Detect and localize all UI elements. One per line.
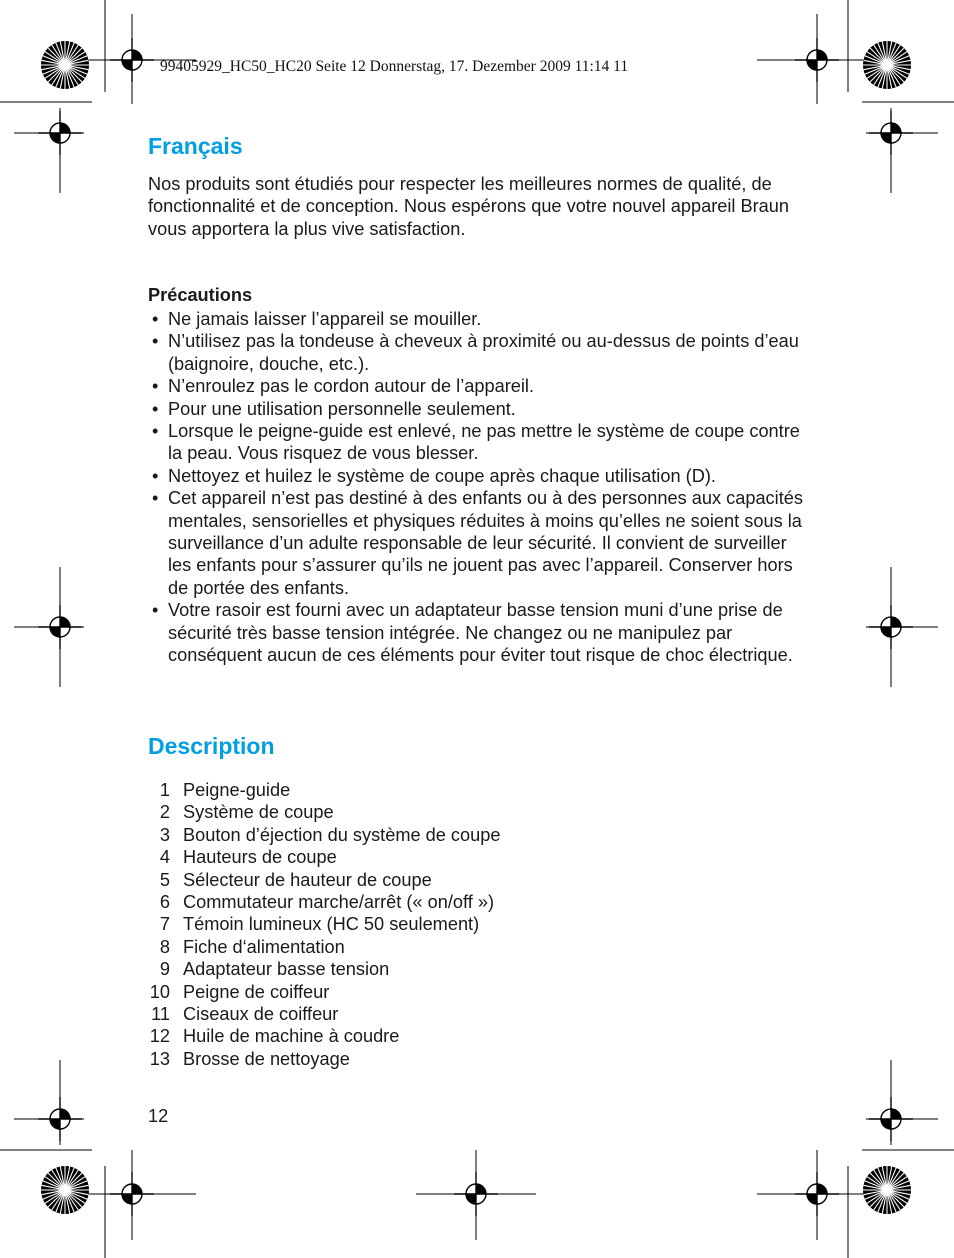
list-item: 3 Bouton d’éjection du système de coupe <box>159 824 501 845</box>
list-item: • Pour une utilisation personnelle seulement. <box>152 398 516 419</box>
list-item: 2 Système de coupe <box>159 802 334 823</box>
intro-paragraph: Nos produits sont étudiés pour respecter les meilleures normes de qualité, de fonctionnalité et de conception. Nous espérons que votre nouvel appareil Braun vous apportera la plus vive satisfaction. <box>148 174 790 239</box>
list-item: 6 Commutateur marche/arrêt (« on/off ») <box>159 892 494 913</box>
list-item: 11 Ciseaux de coiffeur <box>151 1004 339 1025</box>
print-slug: 99405929_HC50_HC20 Seite 12 Donnerstag, 17. Dezember 2009 11:14 11 <box>160 58 629 75</box>
list-item: • Nettoyez et huilez le système de coupe après chaque utilisation (D). <box>152 465 716 486</box>
precautions-heading: Précautions <box>148 285 253 305</box>
list-item: • N’enroulez pas le cordon autour de l’appareil. <box>152 376 534 397</box>
list-item: • Ne jamais laisser l’appareil se mouiller. <box>152 309 482 329</box>
list-item: 9 Adaptateur basse tension <box>159 959 390 980</box>
list-item: 12 Huile de machine à coudre <box>149 1026 400 1047</box>
precautions-list <box>148 308 808 667</box>
list-item: • Lorsque le peigne-guide est enlevé, ne pas mettre le système de coupe contre la peau. Vous risquez de vous blesser. <box>152 421 800 464</box>
list-item: 1 Peigne-guide <box>159 780 291 800</box>
list-item: 5 Sélecteur de hauteur de coupe <box>159 869 432 890</box>
description-parts-list <box>148 779 500 1070</box>
page-number: 12 <box>148 1106 169 1126</box>
list-item: • N’utilisez pas la tondeuse à cheveux à proximité ou au-dessus de points d’eau (baignoire, douche, etc.). <box>152 331 799 374</box>
list-item: 13 Brosse de nettoyage <box>149 1048 350 1069</box>
list-item: • Votre rasoir est fourni avec un adaptateur basse tension muni d’une prise de sécurité très basse tension intégrée. Ne changez ou ne manipulez par conséquent aucun de ces éléments pour éviter tout risque de choc électrique. <box>152 600 793 666</box>
list-item: 10 Peigne de coiffeur <box>149 981 330 1002</box>
list-item: 8 Fiche d‘alimentation <box>159 936 345 957</box>
list-item: 4 Hauteurs de coupe <box>159 847 337 868</box>
section-title-description: Description <box>148 733 275 759</box>
section-title-francais: Français <box>148 133 243 159</box>
list-item: 7 Témoin lumineux (HC 50 seulement) <box>159 914 480 935</box>
list-item: • Cet appareil n’est pas destiné à des enfants ou à des personnes aux capacités mentales, sensorielles et physiques réduites à moins qu’elles ne soient sous la surveillance d’un adulte responsable de leur sécurité. Il convient de surveiller les enfants pour s’assurer qu’ils ne jouent pas avec l’appareil. Conserver hors de portée des enfants. <box>152 488 803 598</box>
